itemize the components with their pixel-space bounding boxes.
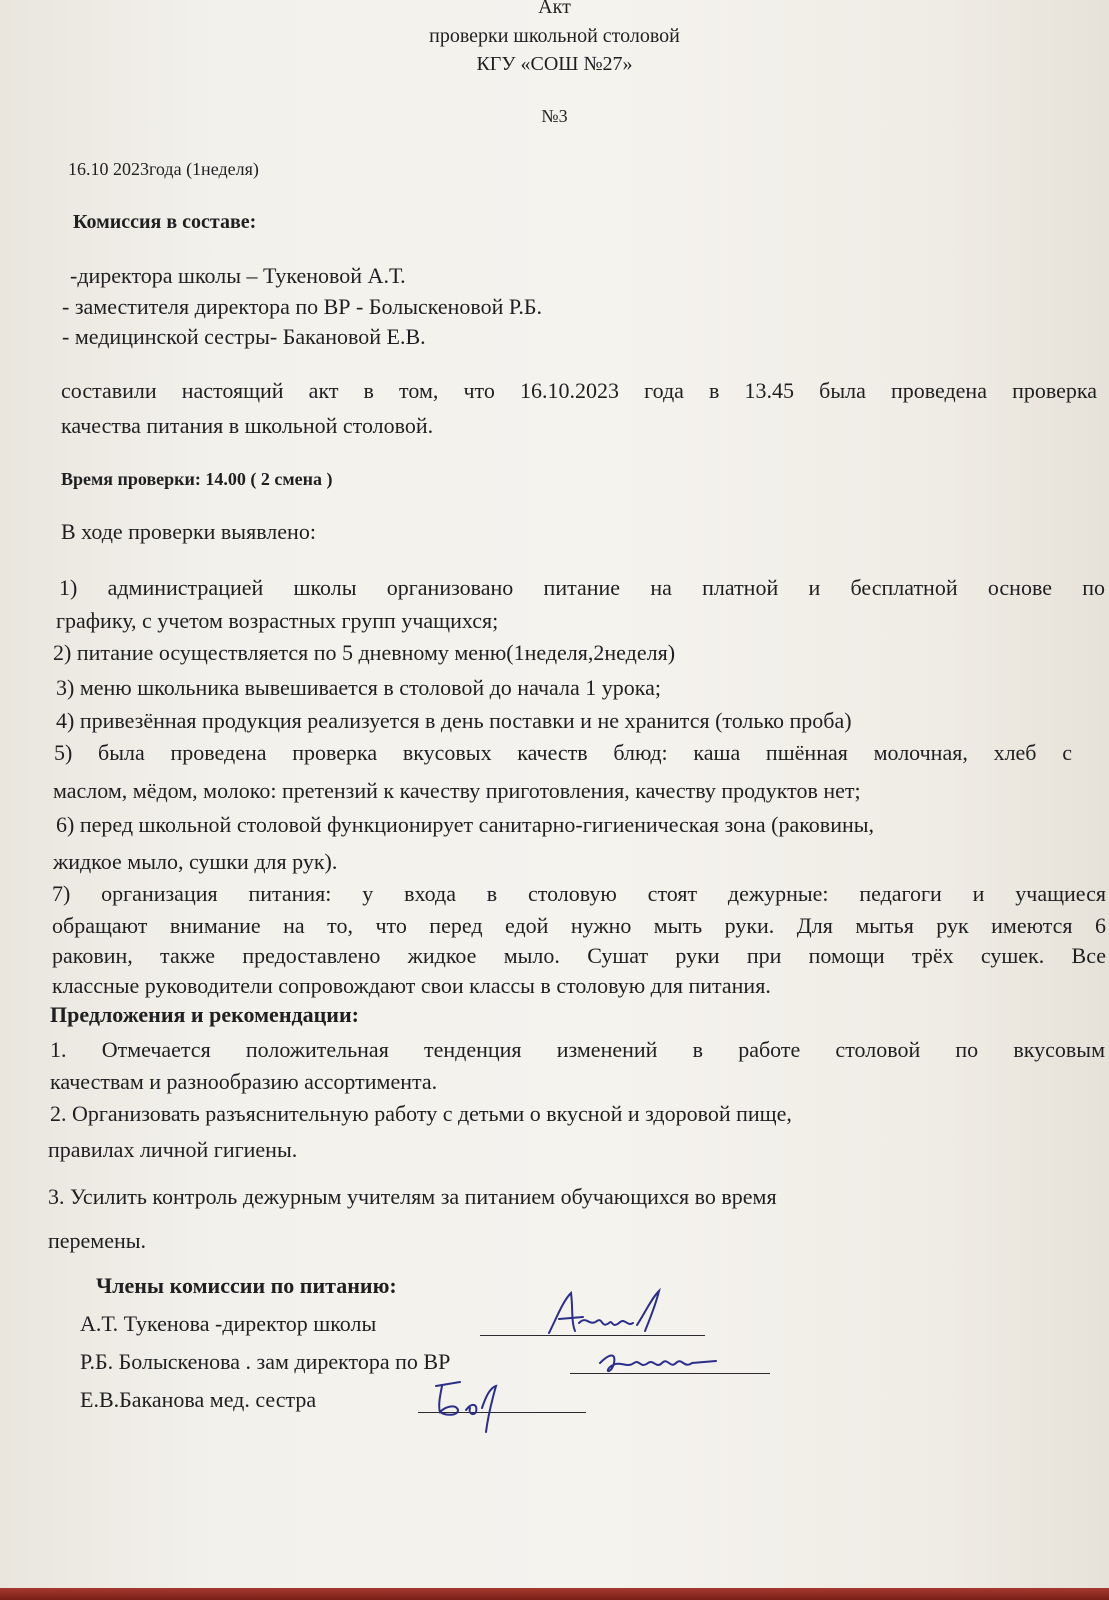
act-number: №3 bbox=[541, 106, 568, 126]
table-edge bbox=[0, 1588, 1109, 1600]
finding-line: 3) меню школьника вывешивается в столовой до начала 1 урока; bbox=[56, 675, 661, 700]
finding-line: раковин, также предоставлено жидкое мыло. Сушат руки при помощи трёх сушек. Все bbox=[52, 943, 1106, 968]
finding-line: 2) питание осуществляется по 5 дневному меню(1неделя,2неделя) bbox=[53, 640, 676, 665]
finding-line: маслом, мёдом, молоко: претензий к качеству приготовления, качеству продуктов нет; bbox=[53, 778, 861, 803]
document-title: Акт bbox=[538, 0, 571, 18]
commission-heading: Комиссия в составе: bbox=[73, 211, 257, 233]
recommendation-line: правилах личной гигиены. bbox=[48, 1137, 298, 1162]
recommendation-line: перемены. bbox=[48, 1228, 147, 1253]
intro-text-line: составили настоящий акт в том, что 16.10.2023 года в 13.45 была проведена проверка bbox=[61, 378, 1097, 403]
organization-name: КГУ «СОШ №27» bbox=[476, 53, 633, 75]
finding-line: 1) администрацией школы организовано питание на платной и бесплатной основе по bbox=[59, 575, 1105, 600]
date-line: 16.10 2023года (1неделя) bbox=[68, 159, 259, 179]
recommendation-line: качествам и разнообразию ассортимента. bbox=[50, 1069, 438, 1094]
check-time: Время проверки: 14.00 ( 2 смена ) bbox=[61, 469, 333, 489]
deputy-director-signature bbox=[596, 1345, 721, 1381]
recommendation-line: 2. Организовать разъяснительную работу с детьми о вкусной и здоровой пище, bbox=[50, 1101, 792, 1126]
finding-line: классные руководители сопровождают свои классы в столовую для питания. bbox=[52, 973, 771, 998]
signatures-heading: Члены комиссии по питанию: bbox=[96, 1273, 397, 1298]
finding-line: жидкое мыло, сушки для рук). bbox=[53, 849, 338, 874]
recommendations-heading: Предложения и рекомендации: bbox=[50, 1002, 359, 1027]
finding-line: 4) привезённая продукция реализуется в день поставки и не хранится (только проба) bbox=[56, 708, 852, 733]
finding-line: 7) организация питания: у входа в столовую стоят дежурные: педагоги и учащиеся bbox=[52, 881, 1106, 906]
recommendation-line: 3. Усилить контроль дежурным учителям за питанием обучающихся во время bbox=[48, 1184, 777, 1209]
nurse-signature bbox=[430, 1376, 510, 1436]
commission-member: -директора школы – Тукеновой А.Т. bbox=[70, 263, 406, 288]
finding-line: графику, с учетом возрастных групп учащихся; bbox=[56, 608, 499, 633]
document-subtitle: проверки школьной столовой bbox=[429, 25, 680, 47]
commission-member: - заместителя директора по ВР - Болыскеновой Р.Б. bbox=[62, 294, 543, 319]
commission-member: - медицинской сестры- Бакановой Е.В. bbox=[62, 324, 426, 349]
finding-line: обращают внимание на то, что перед едой нужно мыть руки. Для мытья рук имеются 6 bbox=[52, 913, 1106, 938]
signature-label: Р.Б. Болыскенова . зам директора по ВР bbox=[80, 1349, 451, 1374]
finding-line: 5) была проведена проверка вкусовых качеств блюд: каша пшённая молочная, хлеб с bbox=[54, 740, 1072, 765]
signature-label: Е.В.Баканова мед. сестра bbox=[80, 1387, 317, 1412]
findings-heading: В ходе проверки выявлено: bbox=[61, 519, 316, 544]
signature-label: А.Т. Тукенова -директор школы bbox=[80, 1311, 377, 1336]
director-signature bbox=[545, 1287, 675, 1342]
intro-text-line: качества питания в школьной столовой. bbox=[61, 413, 434, 438]
recommendation-line: 1. Отмечается положительная тенденция изменений в работе столовой по вкусовым bbox=[50, 1037, 1105, 1062]
finding-line: 6) перед школьной столовой функционирует санитарно-гигиеническая зона (раковины, bbox=[56, 812, 875, 837]
